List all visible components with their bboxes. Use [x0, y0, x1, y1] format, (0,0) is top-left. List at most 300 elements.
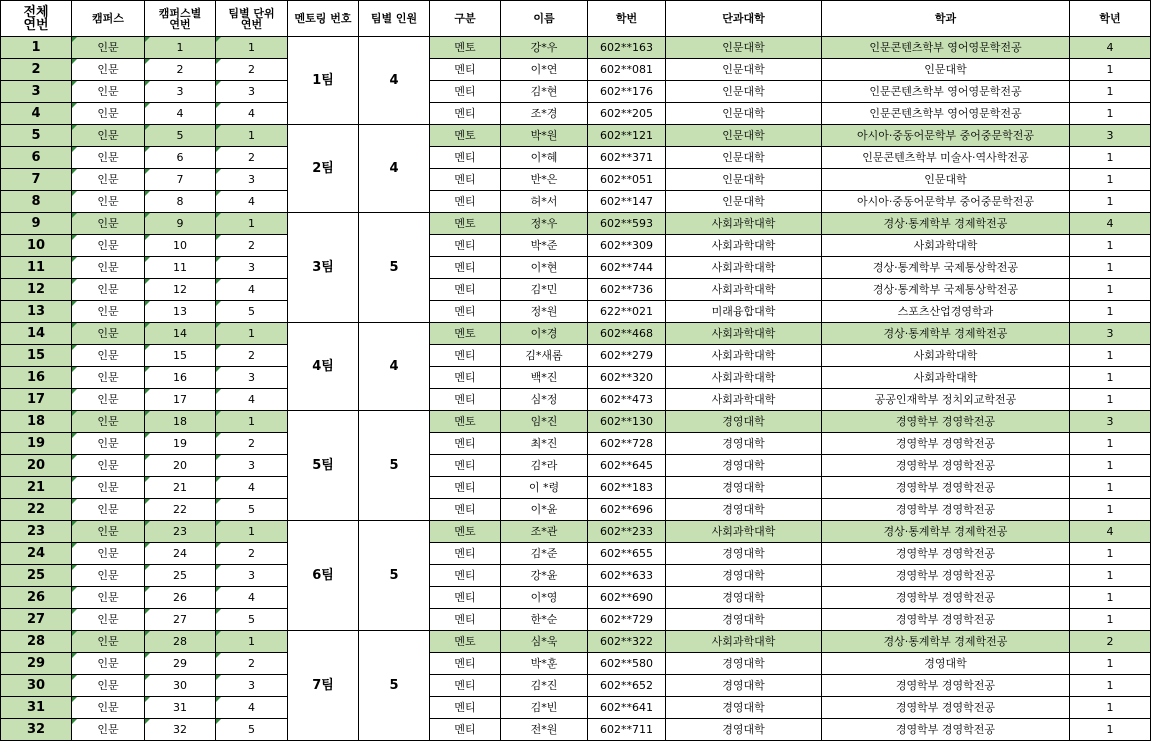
cell-college[interactable]: 인문대학 [666, 125, 822, 147]
cell-campus-seq[interactable]: 31 [145, 697, 216, 719]
cell-college[interactable]: 인문대학 [666, 81, 822, 103]
cell-dept[interactable]: 경영학부 경영학전공 [822, 455, 1070, 477]
cell-dept[interactable]: 경영학부 경영학전공 [822, 609, 1070, 631]
cell-sid[interactable]: 602**147 [588, 191, 666, 213]
cell-name[interactable]: 강*윤 [501, 565, 588, 587]
cell-team-size[interactable]: 5 [359, 213, 430, 323]
cell-sid[interactable]: 602**205 [588, 103, 666, 125]
cell-campus-seq[interactable]: 19 [145, 433, 216, 455]
cell-team-seq[interactable]: 4 [216, 191, 288, 213]
cell-dept[interactable]: 사회과학대학 [822, 345, 1070, 367]
cell-team-size[interactable]: 4 [359, 125, 430, 213]
cell-year[interactable]: 2 [1070, 631, 1151, 653]
cell-college[interactable]: 사회과학대학 [666, 345, 822, 367]
cell-campus[interactable]: 인문 [72, 59, 145, 81]
cell-campus[interactable]: 인문 [72, 301, 145, 323]
cell-name[interactable]: 박*준 [501, 235, 588, 257]
cell-college[interactable]: 사회과학대학 [666, 389, 822, 411]
cell-year[interactable]: 3 [1070, 411, 1151, 433]
cell-campus[interactable]: 인문 [72, 37, 145, 59]
cell-year[interactable]: 4 [1070, 213, 1151, 235]
cell-campus[interactable]: 인문 [72, 367, 145, 389]
cell-year[interactable]: 1 [1070, 59, 1151, 81]
cell-name[interactable]: 한*순 [501, 609, 588, 631]
cell-college[interactable]: 인문대학 [666, 59, 822, 81]
cell-campus-seq[interactable]: 4 [145, 103, 216, 125]
cell-year[interactable]: 1 [1070, 345, 1151, 367]
cell-campus-seq[interactable]: 23 [145, 521, 216, 543]
cell-seq[interactable]: 7 [1, 169, 72, 191]
cell-role[interactable]: 멘티 [430, 543, 501, 565]
cell-name[interactable]: 김*새롬 [501, 345, 588, 367]
cell-campus-seq[interactable]: 8 [145, 191, 216, 213]
cell-campus[interactable]: 인문 [72, 609, 145, 631]
cell-college[interactable]: 경영대학 [666, 455, 822, 477]
cell-team-seq[interactable]: 1 [216, 323, 288, 345]
cell-year[interactable]: 3 [1070, 323, 1151, 345]
cell-team-seq[interactable]: 5 [216, 719, 288, 741]
cell-college[interactable]: 인문대학 [666, 191, 822, 213]
cell-name[interactable]: 김*진 [501, 675, 588, 697]
cell-sid[interactable]: 602**729 [588, 609, 666, 631]
cell-college[interactable]: 사회과학대학 [666, 235, 822, 257]
cell-dept[interactable]: 경영학부 경영학전공 [822, 719, 1070, 741]
cell-role[interactable]: 멘티 [430, 609, 501, 631]
cell-sid[interactable]: 602**736 [588, 279, 666, 301]
cell-seq[interactable]: 17 [1, 389, 72, 411]
cell-year[interactable]: 1 [1070, 609, 1151, 631]
cell-year[interactable]: 1 [1070, 543, 1151, 565]
cell-year[interactable]: 1 [1070, 235, 1151, 257]
cell-role[interactable]: 멘티 [430, 697, 501, 719]
cell-team-seq[interactable]: 4 [216, 477, 288, 499]
cell-team-seq[interactable]: 3 [216, 81, 288, 103]
cell-team-seq[interactable]: 3 [216, 257, 288, 279]
cell-role[interactable]: 멘티 [430, 147, 501, 169]
cell-seq[interactable]: 4 [1, 103, 72, 125]
cell-name[interactable]: 이*혜 [501, 147, 588, 169]
cell-name[interactable]: 김*빈 [501, 697, 588, 719]
cell-team-label[interactable]: 3팀 [288, 213, 359, 323]
cell-campus[interactable]: 인문 [72, 257, 145, 279]
cell-role[interactable]: 멘토 [430, 411, 501, 433]
cell-dept[interactable]: 경영학부 경영학전공 [822, 499, 1070, 521]
cell-team-seq[interactable]: 2 [216, 433, 288, 455]
cell-campus-seq[interactable]: 6 [145, 147, 216, 169]
cell-campus-seq[interactable]: 21 [145, 477, 216, 499]
cell-seq[interactable]: 11 [1, 257, 72, 279]
cell-name[interactable]: 허*서 [501, 191, 588, 213]
cell-year[interactable]: 3 [1070, 125, 1151, 147]
cell-role[interactable]: 멘티 [430, 719, 501, 741]
cell-campus-seq[interactable]: 32 [145, 719, 216, 741]
cell-campus-seq[interactable]: 3 [145, 81, 216, 103]
cell-sid[interactable]: 602**645 [588, 455, 666, 477]
cell-year[interactable]: 1 [1070, 147, 1151, 169]
cell-campus[interactable]: 인문 [72, 213, 145, 235]
cell-year[interactable]: 1 [1070, 103, 1151, 125]
cell-sid[interactable]: 602**130 [588, 411, 666, 433]
cell-year[interactable]: 1 [1070, 477, 1151, 499]
cell-seq[interactable]: 25 [1, 565, 72, 587]
col-header-college[interactable] [666, 1, 822, 37]
cell-role[interactable]: 멘티 [430, 499, 501, 521]
cell-year[interactable]: 1 [1070, 81, 1151, 103]
cell-campus-seq[interactable]: 7 [145, 169, 216, 191]
cell-college[interactable]: 사회과학대학 [666, 213, 822, 235]
cell-team-seq[interactable]: 2 [216, 543, 288, 565]
cell-campus-seq[interactable]: 15 [145, 345, 216, 367]
cell-sid[interactable]: 602**468 [588, 323, 666, 345]
cell-team-seq[interactable]: 4 [216, 697, 288, 719]
cell-seq[interactable]: 3 [1, 81, 72, 103]
cell-dept[interactable]: 경영학부 경영학전공 [822, 565, 1070, 587]
cell-name[interactable]: 박*원 [501, 125, 588, 147]
cell-campus[interactable]: 인문 [72, 235, 145, 257]
cell-sid[interactable]: 602**641 [588, 697, 666, 719]
cell-campus[interactable]: 인문 [72, 719, 145, 741]
cell-sid[interactable]: 602**473 [588, 389, 666, 411]
col-header-year[interactable] [1070, 1, 1151, 37]
cell-seq[interactable]: 20 [1, 455, 72, 477]
cell-dept[interactable]: 경상·통계학부 국제통상학전공 [822, 257, 1070, 279]
cell-college[interactable]: 경영대학 [666, 477, 822, 499]
col-header-dept[interactable] [822, 1, 1070, 37]
cell-year[interactable]: 1 [1070, 455, 1151, 477]
cell-name[interactable]: 이*영 [501, 587, 588, 609]
cell-dept[interactable]: 경영학부 경영학전공 [822, 543, 1070, 565]
cell-sid[interactable]: 602**593 [588, 213, 666, 235]
cell-college[interactable]: 사회과학대학 [666, 521, 822, 543]
cell-seq[interactable]: 23 [1, 521, 72, 543]
cell-college[interactable]: 사회과학대학 [666, 323, 822, 345]
cell-campus[interactable]: 인문 [72, 521, 145, 543]
cell-seq[interactable]: 9 [1, 213, 72, 235]
cell-seq[interactable]: 13 [1, 301, 72, 323]
cell-sid[interactable]: 602**580 [588, 653, 666, 675]
cell-team-label[interactable]: 4팀 [288, 323, 359, 411]
cell-college[interactable]: 경영대학 [666, 433, 822, 455]
cell-campus-seq[interactable]: 12 [145, 279, 216, 301]
cell-team-seq[interactable]: 1 [216, 411, 288, 433]
cell-seq[interactable]: 24 [1, 543, 72, 565]
cell-role[interactable]: 멘티 [430, 389, 501, 411]
cell-dept[interactable]: 경영학부 경영학전공 [822, 477, 1070, 499]
cell-name[interactable]: 이*경 [501, 323, 588, 345]
cell-team-size[interactable]: 4 [359, 323, 430, 411]
cell-role[interactable]: 멘토 [430, 37, 501, 59]
cell-campus[interactable]: 인문 [72, 697, 145, 719]
cell-dept[interactable]: 인문콘텐츠학부 미술사·역사학전공 [822, 147, 1070, 169]
col-header-campus[interactable] [72, 1, 145, 37]
cell-team-seq[interactable]: 2 [216, 235, 288, 257]
cell-role[interactable]: 멘티 [430, 587, 501, 609]
cell-college[interactable]: 인문대학 [666, 169, 822, 191]
cell-sid[interactable]: 602**690 [588, 587, 666, 609]
cell-team-seq[interactable]: 1 [216, 521, 288, 543]
cell-seq[interactable]: 14 [1, 323, 72, 345]
cell-college[interactable]: 미래융합대학 [666, 301, 822, 323]
col-header-team-size[interactable] [359, 1, 430, 37]
cell-name[interactable]: 임*진 [501, 411, 588, 433]
cell-sid[interactable]: 602**371 [588, 147, 666, 169]
cell-college[interactable]: 사회과학대학 [666, 279, 822, 301]
cell-campus-seq[interactable]: 28 [145, 631, 216, 653]
cell-sid[interactable]: 602**183 [588, 477, 666, 499]
cell-role[interactable]: 멘티 [430, 59, 501, 81]
cell-name[interactable]: 김*라 [501, 455, 588, 477]
cell-campus[interactable]: 인문 [72, 389, 145, 411]
cell-dept[interactable]: 인문대학 [822, 59, 1070, 81]
cell-seq[interactable]: 32 [1, 719, 72, 741]
cell-dept[interactable]: 경상·통계학부 국제통상학전공 [822, 279, 1070, 301]
cell-college[interactable]: 인문대학 [666, 37, 822, 59]
cell-team-seq[interactable]: 4 [216, 587, 288, 609]
cell-seq[interactable]: 2 [1, 59, 72, 81]
cell-campus[interactable]: 인문 [72, 81, 145, 103]
cell-campus-seq[interactable]: 16 [145, 367, 216, 389]
cell-dept[interactable]: 아시아·중동어문학부 중어중문학전공 [822, 191, 1070, 213]
cell-year[interactable]: 1 [1070, 301, 1151, 323]
cell-sid[interactable]: 602**633 [588, 565, 666, 587]
cell-team-label[interactable]: 7팀 [288, 631, 359, 741]
cell-name[interactable]: 심*욱 [501, 631, 588, 653]
cell-sid[interactable]: 602**176 [588, 81, 666, 103]
cell-dept[interactable]: 경영학부 경영학전공 [822, 697, 1070, 719]
cell-role[interactable]: 멘티 [430, 675, 501, 697]
cell-year[interactable]: 1 [1070, 675, 1151, 697]
cell-name[interactable]: 반*은 [501, 169, 588, 191]
cell-sid[interactable]: 602**655 [588, 543, 666, 565]
cell-year[interactable]: 1 [1070, 653, 1151, 675]
cell-team-seq[interactable]: 1 [216, 213, 288, 235]
cell-team-seq[interactable]: 3 [216, 455, 288, 477]
cell-campus-seq[interactable]: 27 [145, 609, 216, 631]
cell-dept[interactable]: 경상·통계학부 경제학전공 [822, 213, 1070, 235]
cell-sid[interactable]: 602**322 [588, 631, 666, 653]
cell-college[interactable]: 경영대학 [666, 697, 822, 719]
cell-team-seq[interactable]: 1 [216, 37, 288, 59]
cell-dept[interactable]: 스포츠산업경영학과 [822, 301, 1070, 323]
cell-seq[interactable]: 8 [1, 191, 72, 213]
cell-name[interactable]: 이*연 [501, 59, 588, 81]
cell-team-size[interactable]: 5 [359, 411, 430, 521]
cell-dept[interactable]: 경상·통계학부 경제학전공 [822, 631, 1070, 653]
cell-sid[interactable]: 602**744 [588, 257, 666, 279]
cell-campus-seq[interactable]: 24 [145, 543, 216, 565]
cell-role[interactable]: 멘티 [430, 477, 501, 499]
cell-campus-seq[interactable]: 9 [145, 213, 216, 235]
cell-seq[interactable]: 19 [1, 433, 72, 455]
cell-dept[interactable]: 경상·통계학부 경제학전공 [822, 323, 1070, 345]
cell-name[interactable]: 조*관 [501, 521, 588, 543]
cell-sid[interactable]: 602**279 [588, 345, 666, 367]
cell-role[interactable]: 멘티 [430, 257, 501, 279]
cell-campus[interactable]: 인문 [72, 631, 145, 653]
cell-team-size[interactable]: 5 [359, 631, 430, 741]
cell-sid[interactable]: 602**696 [588, 499, 666, 521]
cell-college[interactable]: 경영대학 [666, 653, 822, 675]
cell-dept[interactable]: 인문대학 [822, 169, 1070, 191]
cell-dept[interactable]: 공공인재학부 정치외교학전공 [822, 389, 1070, 411]
cell-name[interactable]: 김*현 [501, 81, 588, 103]
cell-dept[interactable]: 경상·통계학부 경제학전공 [822, 521, 1070, 543]
cell-seq[interactable]: 1 [1, 37, 72, 59]
cell-team-seq[interactable]: 3 [216, 367, 288, 389]
cell-role[interactable]: 멘티 [430, 235, 501, 257]
cell-year[interactable]: 1 [1070, 169, 1151, 191]
cell-team-seq[interactable]: 3 [216, 565, 288, 587]
cell-name[interactable]: 이 *령 [501, 477, 588, 499]
cell-role[interactable]: 멘토 [430, 521, 501, 543]
cell-team-label[interactable]: 1팀 [288, 37, 359, 125]
cell-year[interactable]: 1 [1070, 279, 1151, 301]
cell-seq[interactable]: 5 [1, 125, 72, 147]
col-header-team[interactable] [288, 1, 359, 37]
cell-seq[interactable]: 15 [1, 345, 72, 367]
cell-team-seq[interactable]: 3 [216, 169, 288, 191]
cell-name[interactable]: 박*훈 [501, 653, 588, 675]
cell-team-seq[interactable]: 2 [216, 653, 288, 675]
cell-sid[interactable]: 602**711 [588, 719, 666, 741]
cell-seq[interactable]: 6 [1, 147, 72, 169]
cell-campus[interactable]: 인문 [72, 103, 145, 125]
cell-sid[interactable]: 602**233 [588, 521, 666, 543]
cell-dept[interactable]: 인문콘텐츠학부 영어영문학전공 [822, 81, 1070, 103]
cell-team-size[interactable]: 5 [359, 521, 430, 631]
cell-campus-seq[interactable]: 30 [145, 675, 216, 697]
cell-dept[interactable]: 경영학부 경영학전공 [822, 433, 1070, 455]
cell-campus[interactable]: 인문 [72, 411, 145, 433]
cell-year[interactable]: 1 [1070, 389, 1151, 411]
cell-team-seq[interactable]: 2 [216, 59, 288, 81]
cell-college[interactable]: 경영대학 [666, 609, 822, 631]
cell-sid[interactable]: 602**121 [588, 125, 666, 147]
cell-name[interactable]: 최*진 [501, 433, 588, 455]
cell-campus-seq[interactable]: 5 [145, 125, 216, 147]
cell-year[interactable]: 1 [1070, 257, 1151, 279]
cell-campus[interactable]: 인문 [72, 345, 145, 367]
cell-name[interactable]: 김*민 [501, 279, 588, 301]
cell-college[interactable]: 경영대학 [666, 587, 822, 609]
cell-year[interactable]: 1 [1070, 433, 1151, 455]
cell-college[interactable]: 사회과학대학 [666, 257, 822, 279]
cell-college[interactable]: 사회과학대학 [666, 631, 822, 653]
cell-college[interactable]: 사회과학대학 [666, 367, 822, 389]
cell-team-seq[interactable]: 4 [216, 389, 288, 411]
cell-sid[interactable]: 602**320 [588, 367, 666, 389]
cell-campus-seq[interactable]: 13 [145, 301, 216, 323]
cell-name[interactable]: 정*우 [501, 213, 588, 235]
cell-year[interactable]: 4 [1070, 37, 1151, 59]
cell-team-label[interactable]: 6팀 [288, 521, 359, 631]
cell-team-label[interactable]: 2팀 [288, 125, 359, 213]
cell-team-seq[interactable]: 2 [216, 147, 288, 169]
cell-role[interactable]: 멘티 [430, 301, 501, 323]
cell-role[interactable]: 멘토 [430, 631, 501, 653]
cell-campus-seq[interactable]: 14 [145, 323, 216, 345]
cell-seq[interactable]: 18 [1, 411, 72, 433]
cell-seq[interactable]: 27 [1, 609, 72, 631]
cell-campus-seq[interactable]: 11 [145, 257, 216, 279]
cell-role[interactable]: 멘티 [430, 565, 501, 587]
cell-role[interactable]: 멘토 [430, 213, 501, 235]
cell-campus[interactable]: 인문 [72, 433, 145, 455]
cell-college[interactable]: 경영대학 [666, 719, 822, 741]
cell-team-seq[interactable]: 4 [216, 103, 288, 125]
col-header-sid[interactable] [588, 1, 666, 37]
cell-campus-seq[interactable]: 25 [145, 565, 216, 587]
col-header-name[interactable] [501, 1, 588, 37]
cell-campus[interactable]: 인문 [72, 169, 145, 191]
cell-college[interactable]: 경영대학 [666, 675, 822, 697]
cell-campus[interactable]: 인문 [72, 455, 145, 477]
cell-college[interactable]: 인문대학 [666, 103, 822, 125]
cell-year[interactable]: 1 [1070, 697, 1151, 719]
cell-campus[interactable]: 인문 [72, 499, 145, 521]
cell-seq[interactable]: 31 [1, 697, 72, 719]
cell-sid[interactable]: 602**728 [588, 433, 666, 455]
cell-dept[interactable]: 사회과학대학 [822, 367, 1070, 389]
cell-seq[interactable]: 28 [1, 631, 72, 653]
cell-seq[interactable]: 21 [1, 477, 72, 499]
cell-seq[interactable]: 26 [1, 587, 72, 609]
cell-college[interactable]: 경영대학 [666, 499, 822, 521]
cell-college[interactable]: 경영대학 [666, 565, 822, 587]
cell-dept[interactable]: 경영대학 [822, 653, 1070, 675]
cell-name[interactable]: 전*원 [501, 719, 588, 741]
cell-role[interactable]: 멘티 [430, 169, 501, 191]
cell-campus-seq[interactable]: 22 [145, 499, 216, 521]
cell-dept[interactable]: 사회과학대학 [822, 235, 1070, 257]
cell-sid[interactable]: 602**652 [588, 675, 666, 697]
cell-sid[interactable]: 602**309 [588, 235, 666, 257]
cell-campus[interactable]: 인문 [72, 279, 145, 301]
cell-campus-seq[interactable]: 29 [145, 653, 216, 675]
cell-campus-seq[interactable]: 20 [145, 455, 216, 477]
cell-role[interactable]: 멘티 [430, 81, 501, 103]
cell-team-seq[interactable]: 5 [216, 499, 288, 521]
cell-dept[interactable]: 아시아·중동어문학부 중어중문학전공 [822, 125, 1070, 147]
cell-seq[interactable]: 30 [1, 675, 72, 697]
cell-seq[interactable]: 10 [1, 235, 72, 257]
cell-year[interactable]: 1 [1070, 565, 1151, 587]
cell-role[interactable]: 멘티 [430, 345, 501, 367]
cell-name[interactable]: 강*우 [501, 37, 588, 59]
cell-sid[interactable]: 602**163 [588, 37, 666, 59]
cell-college[interactable]: 경영대학 [666, 411, 822, 433]
cell-dept[interactable]: 경영학부 경영학전공 [822, 411, 1070, 433]
cell-campus[interactable]: 인문 [72, 477, 145, 499]
cell-campus-seq[interactable]: 26 [145, 587, 216, 609]
cell-role[interactable]: 멘티 [430, 367, 501, 389]
cell-campus-seq[interactable]: 2 [145, 59, 216, 81]
cell-role[interactable]: 멘티 [430, 279, 501, 301]
cell-dept[interactable]: 경영학부 경영학전공 [822, 587, 1070, 609]
cell-college[interactable]: 경영대학 [666, 543, 822, 565]
cell-campus[interactable]: 인문 [72, 587, 145, 609]
cell-seq[interactable]: 29 [1, 653, 72, 675]
cell-year[interactable]: 4 [1070, 521, 1151, 543]
cell-sid[interactable]: 602**051 [588, 169, 666, 191]
cell-year[interactable]: 1 [1070, 719, 1151, 741]
cell-campus[interactable]: 인문 [72, 565, 145, 587]
cell-seq[interactable]: 16 [1, 367, 72, 389]
cell-name[interactable]: 백*진 [501, 367, 588, 389]
cell-year[interactable]: 1 [1070, 587, 1151, 609]
cell-role[interactable]: 멘티 [430, 191, 501, 213]
cell-team-seq[interactable]: 1 [216, 631, 288, 653]
